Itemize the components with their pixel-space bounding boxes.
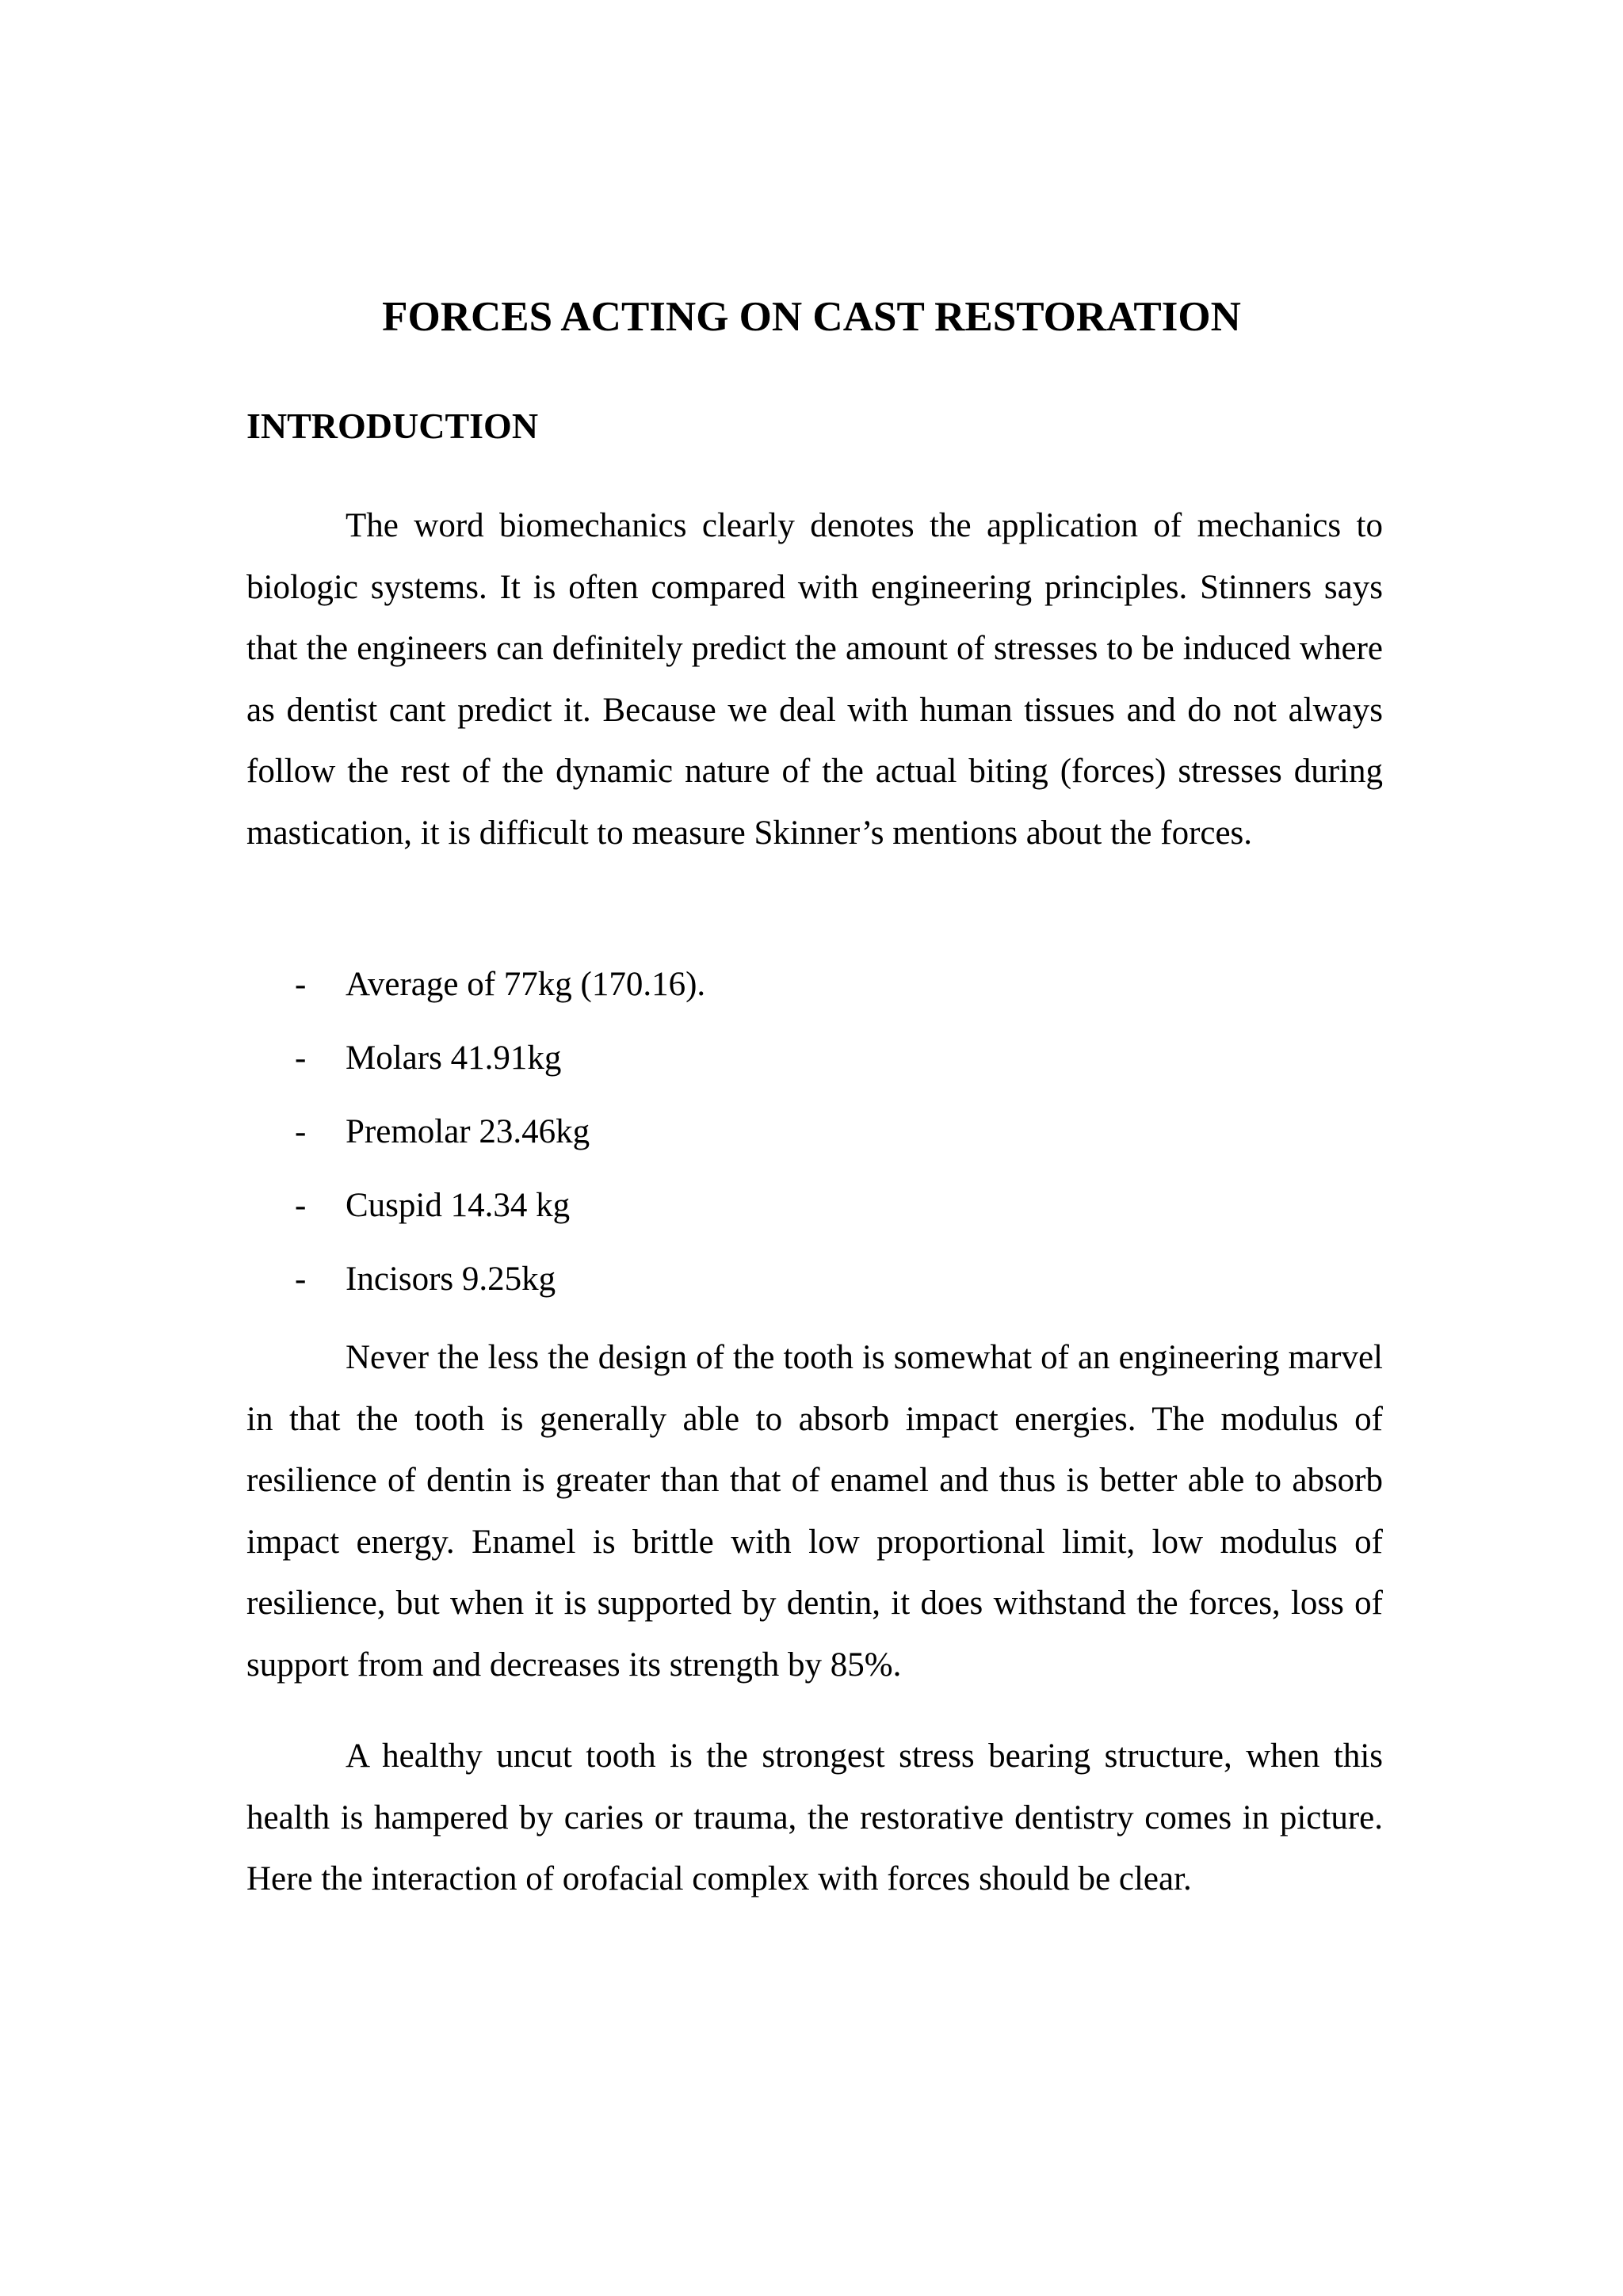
paragraph-1	[246, 495, 1383, 864]
list-item-text: Incisors 9.25kg	[346, 1261, 556, 1298]
list-item-text: Average of 77kg (170.16).	[346, 966, 706, 1003]
paragraph-3	[246, 1726, 1383, 1910]
list-item-text: Cuspid 14.34 kg	[346, 1187, 571, 1224]
document-title: FORCES ACTING ON CAST RESTORATION	[382, 294, 1241, 340]
paragraph-3-text: A healthy uncut tooth is the strongest stress bearing structure, when this health is hampered by caries or trauma, the restorative dentistry comes in picture. Here the interaction of orofacial complex with forces should be clear.	[246, 1737, 1383, 1897]
bullet-dash: -	[295, 1187, 307, 1224]
list-item-text: Premolar 23.46kg	[346, 1113, 590, 1150]
bullet-dash: -	[295, 1039, 307, 1077]
paragraph-1-text: The word biomechanics clearly denotes the application of mechanics to biologic systems. It is often compared with engineering principles. Stinners says that the engineers can definitely predict the amount of stresses to be induced where as dentist cant predict it. Because we deal with human tissues and do not always follow the rest of the dynamic nature of the actual biting (forces) stresses during mastication, it is difficult to measure Skinner’s mentions about the forces.	[246, 507, 1383, 852]
bullet-dash: -	[295, 1261, 307, 1298]
paragraph-2	[246, 1327, 1383, 1695]
bullet-dash: -	[295, 1113, 307, 1150]
section-heading-introduction: INTRODUCTION	[246, 406, 539, 446]
paragraph-2-text: Never the less the design of the tooth is somewhat of an engineering marvel in that the tooth is generally able to absorb impact energies. The modulus of resilience of dentin is greater than that of enamel and thus is better able to absorb impact energy. Enamel is brittle with low proportional limit, low modulus of resilience, but when it is supported by dentin, it does withstand the forces, loss of support from and decreases its strength by 85%.	[246, 1339, 1383, 1684]
list-item-text: Molars 41.91kg	[346, 1039, 562, 1077]
bullet-dash: -	[295, 966, 307, 1003]
